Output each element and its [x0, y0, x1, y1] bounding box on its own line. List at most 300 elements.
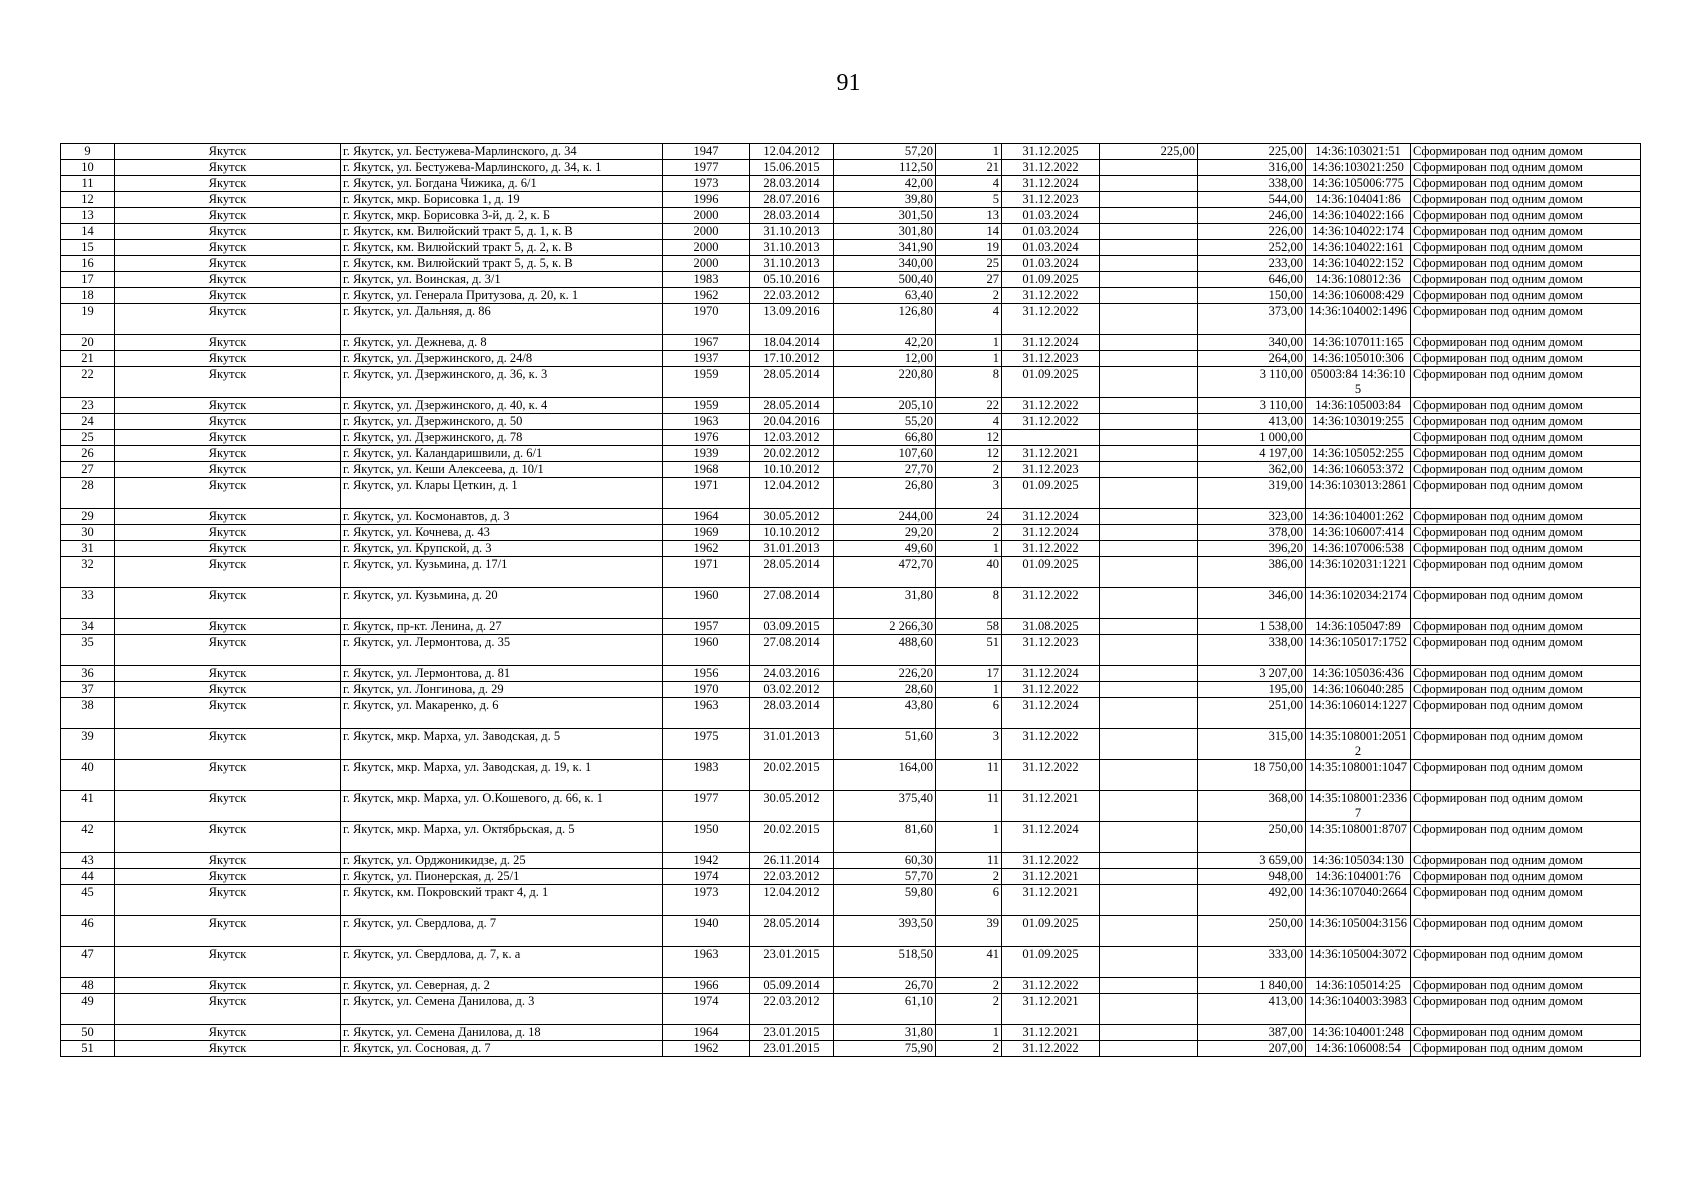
- city-cell: Якутск: [115, 541, 341, 557]
- area-cell: 500,40: [834, 272, 936, 288]
- cadastral-number-cell: [1306, 430, 1411, 446]
- plot-area-cell: [1100, 1041, 1198, 1057]
- survey-date-cell: 10.10.2012: [750, 462, 834, 478]
- cadastral-number-cell: 14:36:108012:36: [1306, 272, 1411, 288]
- table-row: [61, 224, 1641, 240]
- city-cell: Якутск: [115, 398, 341, 414]
- build-year-cell: 1975: [663, 729, 750, 760]
- table-row: [61, 619, 1641, 635]
- cadastral-number-cell: 14:36:103013:2861: [1306, 478, 1411, 509]
- status-cell: Сформирован под одним домом: [1411, 760, 1641, 791]
- area-cell: 60,30: [834, 853, 936, 869]
- build-year-cell: 1959: [663, 398, 750, 414]
- area-cell: 375,40: [834, 791, 936, 822]
- table-row: [61, 869, 1641, 885]
- city-cell: Якутск: [115, 666, 341, 682]
- residents-count-cell: 4: [936, 176, 1002, 192]
- address-cell: г. Якутск, ул. Свердлова, д. 7, к. а: [341, 947, 663, 978]
- status-cell: Сформирован под одним домом: [1411, 478, 1641, 509]
- residents-count-cell: 8: [936, 367, 1002, 398]
- address-cell: г. Якутск, ул. Дзержинского, д. 40, к. 4: [341, 398, 663, 414]
- address-cell: г. Якутск, ул. Дальняя, д. 86: [341, 304, 663, 335]
- area-cell: 393,50: [834, 916, 936, 947]
- survey-date-cell: 12.03.2012: [750, 430, 834, 446]
- residents-count-cell: 14: [936, 224, 1002, 240]
- plot-area-cell: [1100, 335, 1198, 351]
- survey-date-cell: 05.10.2016: [750, 272, 834, 288]
- land-area-cell: 340,00: [1198, 335, 1306, 351]
- plot-area-cell: [1100, 619, 1198, 635]
- city-cell: Якутск: [115, 760, 341, 791]
- survey-date-cell: 17.10.2012: [750, 351, 834, 367]
- status-cell: Сформирован под одним домом: [1411, 1025, 1641, 1041]
- land-area-cell: 4 197,00: [1198, 446, 1306, 462]
- deadline-date-cell: 01.03.2024: [1002, 240, 1100, 256]
- deadline-date-cell: 31.12.2022: [1002, 978, 1100, 994]
- table-row: [61, 635, 1641, 666]
- city-cell: Якутск: [115, 256, 341, 272]
- land-area-cell: 251,00: [1198, 698, 1306, 729]
- area-cell: 66,80: [834, 430, 936, 446]
- residents-count-cell: 25: [936, 256, 1002, 272]
- row-number-cell: 37: [61, 682, 115, 698]
- table-row: [61, 398, 1641, 414]
- area-cell: 26,80: [834, 478, 936, 509]
- row-number-cell: 30: [61, 525, 115, 541]
- status-cell: Сформирован под одним домом: [1411, 367, 1641, 398]
- residents-count-cell: 1: [936, 682, 1002, 698]
- address-cell: г. Якутск, км. Вилюйский тракт 5, д. 5, к. В: [341, 256, 663, 272]
- deadline-date-cell: 31.12.2022: [1002, 288, 1100, 304]
- row-number-cell: 14: [61, 224, 115, 240]
- cadastral-number-cell: 14:36:105034:130: [1306, 853, 1411, 869]
- address-cell: г. Якутск, ул. Северная, д. 2: [341, 978, 663, 994]
- table-row: [61, 822, 1641, 853]
- land-area-cell: 225,00: [1198, 144, 1306, 160]
- residents-count-cell: 27: [936, 272, 1002, 288]
- build-year-cell: 1964: [663, 509, 750, 525]
- table-row: [61, 414, 1641, 430]
- city-cell: Якутск: [115, 224, 341, 240]
- table-row: [61, 430, 1641, 446]
- build-year-cell: 1970: [663, 682, 750, 698]
- survey-date-cell: 26.11.2014: [750, 853, 834, 869]
- plot-area-cell: [1100, 1025, 1198, 1041]
- survey-date-cell: 28.03.2014: [750, 698, 834, 729]
- row-number-cell: 33: [61, 588, 115, 619]
- deadline-date-cell: 31.12.2024: [1002, 176, 1100, 192]
- table-row: [61, 1041, 1641, 1057]
- table-row: [61, 192, 1641, 208]
- build-year-cell: 1983: [663, 760, 750, 791]
- plot-area-cell: [1100, 698, 1198, 729]
- residents-count-cell: 4: [936, 414, 1002, 430]
- table-row: [61, 1025, 1641, 1041]
- city-cell: Якутск: [115, 978, 341, 994]
- address-cell: г. Якутск, ул. Свердлова, д. 7: [341, 916, 663, 947]
- area-cell: 61,10: [834, 994, 936, 1025]
- address-cell: г. Якутск, ул. Кеши Алексеева, д. 10/1: [341, 462, 663, 478]
- address-cell: г. Якутск, ул. Сосновая, д. 7: [341, 1041, 663, 1057]
- table-row: [61, 916, 1641, 947]
- residents-count-cell: 2: [936, 1041, 1002, 1057]
- address-cell: г. Якутск, ул. Семена Данилова, д. 3: [341, 994, 663, 1025]
- deadline-date-cell: 31.12.2022: [1002, 304, 1100, 335]
- plot-area-cell: [1100, 791, 1198, 822]
- area-cell: 57,20: [834, 144, 936, 160]
- status-cell: Сформирован под одним домом: [1411, 288, 1641, 304]
- address-cell: г. Якутск, ул. Кочнева, д. 43: [341, 525, 663, 541]
- area-cell: 341,90: [834, 240, 936, 256]
- plot-area-cell: [1100, 853, 1198, 869]
- area-cell: 31,80: [834, 1025, 936, 1041]
- row-number-cell: 45: [61, 885, 115, 916]
- city-cell: Якутск: [115, 208, 341, 224]
- build-year-cell: 1971: [663, 478, 750, 509]
- survey-date-cell: 28.05.2014: [750, 367, 834, 398]
- survey-date-cell: 12.04.2012: [750, 478, 834, 509]
- table-row: [61, 525, 1641, 541]
- city-cell: Якутск: [115, 822, 341, 853]
- plot-area-cell: [1100, 208, 1198, 224]
- plot-area-cell: [1100, 994, 1198, 1025]
- land-area-cell: 323,00: [1198, 509, 1306, 525]
- city-cell: Якутск: [115, 588, 341, 619]
- build-year-cell: 1957: [663, 619, 750, 635]
- status-cell: Сформирован под одним домом: [1411, 619, 1641, 635]
- residents-count-cell: 12: [936, 430, 1002, 446]
- housing-registry-table: [60, 143, 1641, 1057]
- land-area-cell: 252,00: [1198, 240, 1306, 256]
- land-area-cell: 195,00: [1198, 682, 1306, 698]
- city-cell: Якутск: [115, 1025, 341, 1041]
- plot-area-cell: [1100, 272, 1198, 288]
- cadastral-number-cell: 14:36:102031:1221: [1306, 557, 1411, 588]
- deadline-date-cell: 31.12.2022: [1002, 1041, 1100, 1057]
- area-cell: 51,60: [834, 729, 936, 760]
- city-cell: Якутск: [115, 272, 341, 288]
- table-row: [61, 335, 1641, 351]
- row-number-cell: 9: [61, 144, 115, 160]
- address-cell: г. Якутск, ул. Каландаришвили, д. 6/1: [341, 446, 663, 462]
- row-number-cell: 47: [61, 947, 115, 978]
- land-area-cell: 544,00: [1198, 192, 1306, 208]
- cadastral-number-cell: 14:36:105010:306: [1306, 351, 1411, 367]
- row-number-cell: 15: [61, 240, 115, 256]
- plot-area-cell: [1100, 256, 1198, 272]
- cadastral-number-cell: 14:35:108001:8707: [1306, 822, 1411, 853]
- survey-date-cell: 30.05.2012: [750, 509, 834, 525]
- area-cell: 26,70: [834, 978, 936, 994]
- deadline-date-cell: 01.09.2025: [1002, 947, 1100, 978]
- residents-count-cell: 17: [936, 666, 1002, 682]
- cadastral-number-cell: 14:36:106008:429: [1306, 288, 1411, 304]
- table-row: [61, 557, 1641, 588]
- address-cell: г. Якутск, мкр. Марха, ул. О.Кошевого, д. 66, к. 1: [341, 791, 663, 822]
- survey-date-cell: 31.01.2013: [750, 541, 834, 557]
- table-row: [61, 160, 1641, 176]
- table-row: [61, 791, 1641, 822]
- land-area-cell: 396,20: [1198, 541, 1306, 557]
- area-cell: 29,20: [834, 525, 936, 541]
- status-cell: Сформирован под одним домом: [1411, 885, 1641, 916]
- deadline-date-cell: 01.03.2024: [1002, 208, 1100, 224]
- status-cell: Сформирован под одним домом: [1411, 978, 1641, 994]
- residents-count-cell: 11: [936, 853, 1002, 869]
- area-cell: 12,00: [834, 351, 936, 367]
- address-cell: г. Якутск, ул. Лермонтова, д. 35: [341, 635, 663, 666]
- city-cell: Якутск: [115, 414, 341, 430]
- status-cell: Сформирован под одним домом: [1411, 791, 1641, 822]
- cadastral-number-cell: 14:36:105003:84: [1306, 398, 1411, 414]
- survey-date-cell: 31.01.2013: [750, 729, 834, 760]
- survey-date-cell: 20.04.2016: [750, 414, 834, 430]
- city-cell: Якутск: [115, 525, 341, 541]
- plot-area-cell: 225,00: [1100, 144, 1198, 160]
- deadline-date-cell: 01.03.2024: [1002, 224, 1100, 240]
- survey-date-cell: 27.08.2014: [750, 588, 834, 619]
- deadline-date-cell: 31.12.2022: [1002, 588, 1100, 619]
- table-row: [61, 698, 1641, 729]
- plot-area-cell: [1100, 176, 1198, 192]
- build-year-cell: 1947: [663, 144, 750, 160]
- status-cell: Сформирован под одним домом: [1411, 272, 1641, 288]
- status-cell: Сформирован под одним домом: [1411, 525, 1641, 541]
- build-year-cell: 1969: [663, 525, 750, 541]
- land-area-cell: 319,00: [1198, 478, 1306, 509]
- table-row: [61, 588, 1641, 619]
- status-cell: Сформирован под одним домом: [1411, 351, 1641, 367]
- survey-date-cell: 22.03.2012: [750, 869, 834, 885]
- survey-date-cell: 23.01.2015: [750, 947, 834, 978]
- city-cell: Якутск: [115, 698, 341, 729]
- address-cell: г. Якутск, ул. Орджоникидзе, д. 25: [341, 853, 663, 869]
- row-number-cell: 25: [61, 430, 115, 446]
- table-row: [61, 462, 1641, 478]
- deadline-date-cell: 31.12.2022: [1002, 682, 1100, 698]
- deadline-date-cell: [1002, 430, 1100, 446]
- residents-count-cell: 3: [936, 478, 1002, 509]
- row-number-cell: 12: [61, 192, 115, 208]
- city-cell: Якутск: [115, 682, 341, 698]
- residents-count-cell: 1: [936, 822, 1002, 853]
- area-cell: 28,60: [834, 682, 936, 698]
- deadline-date-cell: 31.12.2022: [1002, 729, 1100, 760]
- address-cell: г. Якутск, ул. Крупской, д. 3: [341, 541, 663, 557]
- build-year-cell: 1960: [663, 588, 750, 619]
- address-cell: г. Якутск, ул. Лонгинова, д. 29: [341, 682, 663, 698]
- city-cell: Якутск: [115, 335, 341, 351]
- status-cell: Сформирован под одним домом: [1411, 729, 1641, 760]
- residents-count-cell: 58: [936, 619, 1002, 635]
- area-cell: 112,50: [834, 160, 936, 176]
- city-cell: Якутск: [115, 240, 341, 256]
- cadastral-number-cell: 14:36:104001:262: [1306, 509, 1411, 525]
- row-number-cell: 28: [61, 478, 115, 509]
- build-year-cell: 2000: [663, 224, 750, 240]
- land-area-cell: 226,00: [1198, 224, 1306, 240]
- row-number-cell: 42: [61, 822, 115, 853]
- area-cell: 42,00: [834, 176, 936, 192]
- build-year-cell: 1976: [663, 430, 750, 446]
- status-cell: Сформирован под одним домом: [1411, 666, 1641, 682]
- land-area-cell: 316,00: [1198, 160, 1306, 176]
- residents-count-cell: 4: [936, 304, 1002, 335]
- land-area-cell: 646,00: [1198, 272, 1306, 288]
- land-area-cell: 3 110,00: [1198, 367, 1306, 398]
- status-cell: Сформирован под одним домом: [1411, 304, 1641, 335]
- area-cell: 27,70: [834, 462, 936, 478]
- cadastral-number-cell: 14:36:106007:414: [1306, 525, 1411, 541]
- city-cell: Якутск: [115, 509, 341, 525]
- build-year-cell: 1937: [663, 351, 750, 367]
- cadastral-number-cell: 14:36:107011:165: [1306, 335, 1411, 351]
- row-number-cell: 10: [61, 160, 115, 176]
- deadline-date-cell: 31.12.2024: [1002, 666, 1100, 682]
- row-number-cell: 50: [61, 1025, 115, 1041]
- status-cell: Сформирован под одним домом: [1411, 192, 1641, 208]
- table-row: [61, 509, 1641, 525]
- row-number-cell: 49: [61, 994, 115, 1025]
- residents-count-cell: 1: [936, 144, 1002, 160]
- deadline-date-cell: 31.12.2024: [1002, 509, 1100, 525]
- plot-area-cell: [1100, 588, 1198, 619]
- residents-count-cell: 21: [936, 160, 1002, 176]
- row-number-cell: 20: [61, 335, 115, 351]
- plot-area-cell: [1100, 557, 1198, 588]
- survey-date-cell: 13.09.2016: [750, 304, 834, 335]
- city-cell: Якутск: [115, 367, 341, 398]
- table-row: [61, 666, 1641, 682]
- address-cell: г. Якутск, мкр. Марха, ул. Заводская, д. 5: [341, 729, 663, 760]
- deadline-date-cell: 31.12.2021: [1002, 885, 1100, 916]
- plot-area-cell: [1100, 304, 1198, 335]
- land-area-cell: 492,00: [1198, 885, 1306, 916]
- area-cell: 39,80: [834, 192, 936, 208]
- residents-count-cell: 1: [936, 335, 1002, 351]
- residents-count-cell: 39: [936, 916, 1002, 947]
- address-cell: г. Якутск, км. Вилюйский тракт 5, д. 1, к. В: [341, 224, 663, 240]
- row-number-cell: 26: [61, 446, 115, 462]
- build-year-cell: 1977: [663, 160, 750, 176]
- area-cell: 226,20: [834, 666, 936, 682]
- survey-date-cell: 05.09.2014: [750, 978, 834, 994]
- table-row: [61, 367, 1641, 398]
- land-area-cell: 1 840,00: [1198, 978, 1306, 994]
- area-cell: 488,60: [834, 635, 936, 666]
- area-cell: 205,10: [834, 398, 936, 414]
- land-area-cell: 233,00: [1198, 256, 1306, 272]
- build-year-cell: 1964: [663, 1025, 750, 1041]
- cadastral-number-cell: 14:35:108001:1047: [1306, 760, 1411, 791]
- cadastral-number-cell: 14:36:105017:1752: [1306, 635, 1411, 666]
- plot-area-cell: [1100, 446, 1198, 462]
- area-cell: 49,60: [834, 541, 936, 557]
- plot-area-cell: [1100, 367, 1198, 398]
- city-cell: Якутск: [115, 176, 341, 192]
- land-area-cell: 387,00: [1198, 1025, 1306, 1041]
- residents-count-cell: 51: [936, 635, 1002, 666]
- deadline-date-cell: 31.12.2021: [1002, 994, 1100, 1025]
- residents-count-cell: 2: [936, 288, 1002, 304]
- deadline-date-cell: 31.12.2024: [1002, 525, 1100, 541]
- area-cell: 126,80: [834, 304, 936, 335]
- plot-area-cell: [1100, 224, 1198, 240]
- build-year-cell: 1962: [663, 1041, 750, 1057]
- residents-count-cell: 6: [936, 698, 1002, 729]
- cadastral-number-cell: 14:36:105004:3072: [1306, 947, 1411, 978]
- land-area-cell: 333,00: [1198, 947, 1306, 978]
- cadastral-number-cell: 14:36:104022:166: [1306, 208, 1411, 224]
- plot-area-cell: [1100, 160, 1198, 176]
- area-cell: 63,40: [834, 288, 936, 304]
- survey-date-cell: 12.04.2012: [750, 144, 834, 160]
- status-cell: Сформирован под одним домом: [1411, 947, 1641, 978]
- plot-area-cell: [1100, 635, 1198, 666]
- cadastral-number-cell: 14:36:105047:89: [1306, 619, 1411, 635]
- cadastral-number-cell: 14:36:105052:255: [1306, 446, 1411, 462]
- table-row: [61, 256, 1641, 272]
- status-cell: Сформирован под одним домом: [1411, 160, 1641, 176]
- cadastral-number-cell: 14:35:108001:20512: [1306, 729, 1411, 760]
- land-area-cell: 250,00: [1198, 822, 1306, 853]
- status-cell: Сформирован под одним домом: [1411, 335, 1641, 351]
- deadline-date-cell: 31.12.2022: [1002, 398, 1100, 414]
- land-area-cell: 3 110,00: [1198, 398, 1306, 414]
- land-area-cell: 3 659,00: [1198, 853, 1306, 869]
- build-year-cell: 1960: [663, 635, 750, 666]
- survey-date-cell: 28.05.2014: [750, 916, 834, 947]
- survey-date-cell: 20.02.2015: [750, 760, 834, 791]
- residents-count-cell: 3: [936, 729, 1002, 760]
- residents-count-cell: 12: [936, 446, 1002, 462]
- city-cell: Якутск: [115, 1041, 341, 1057]
- city-cell: Якутск: [115, 160, 341, 176]
- land-area-cell: 368,00: [1198, 791, 1306, 822]
- row-number-cell: 23: [61, 398, 115, 414]
- area-cell: 42,20: [834, 335, 936, 351]
- status-cell: Сформирован под одним домом: [1411, 176, 1641, 192]
- address-cell: г. Якутск, ул. Богдана Чижика, д. 6/1: [341, 176, 663, 192]
- registry-body: [61, 144, 1641, 1057]
- deadline-date-cell: 31.12.2022: [1002, 760, 1100, 791]
- city-cell: Якутск: [115, 916, 341, 947]
- deadline-date-cell: 01.09.2025: [1002, 478, 1100, 509]
- row-number-cell: 19: [61, 304, 115, 335]
- cadastral-number-cell: 14:36:103021:250: [1306, 160, 1411, 176]
- city-cell: Якутск: [115, 869, 341, 885]
- address-cell: г. Якутск, ул. Дзержинского, д. 78: [341, 430, 663, 446]
- residents-count-cell: 2: [936, 994, 1002, 1025]
- area-cell: 301,80: [834, 224, 936, 240]
- row-number-cell: 34: [61, 619, 115, 635]
- plot-area-cell: [1100, 885, 1198, 916]
- area-cell: 59,80: [834, 885, 936, 916]
- table-row: [61, 682, 1641, 698]
- address-cell: г. Якутск, ул. Макаренко, д. 6: [341, 698, 663, 729]
- address-cell: г. Якутск, мкр. Борисовка 1, д. 19: [341, 192, 663, 208]
- build-year-cell: 2000: [663, 208, 750, 224]
- row-number-cell: 43: [61, 853, 115, 869]
- city-cell: Якутск: [115, 947, 341, 978]
- survey-date-cell: 10.10.2012: [750, 525, 834, 541]
- plot-area-cell: [1100, 666, 1198, 682]
- build-year-cell: 1940: [663, 916, 750, 947]
- deadline-date-cell: 01.09.2025: [1002, 916, 1100, 947]
- survey-date-cell: 27.08.2014: [750, 635, 834, 666]
- deadline-date-cell: 31.12.2021: [1002, 869, 1100, 885]
- table-row: [61, 351, 1641, 367]
